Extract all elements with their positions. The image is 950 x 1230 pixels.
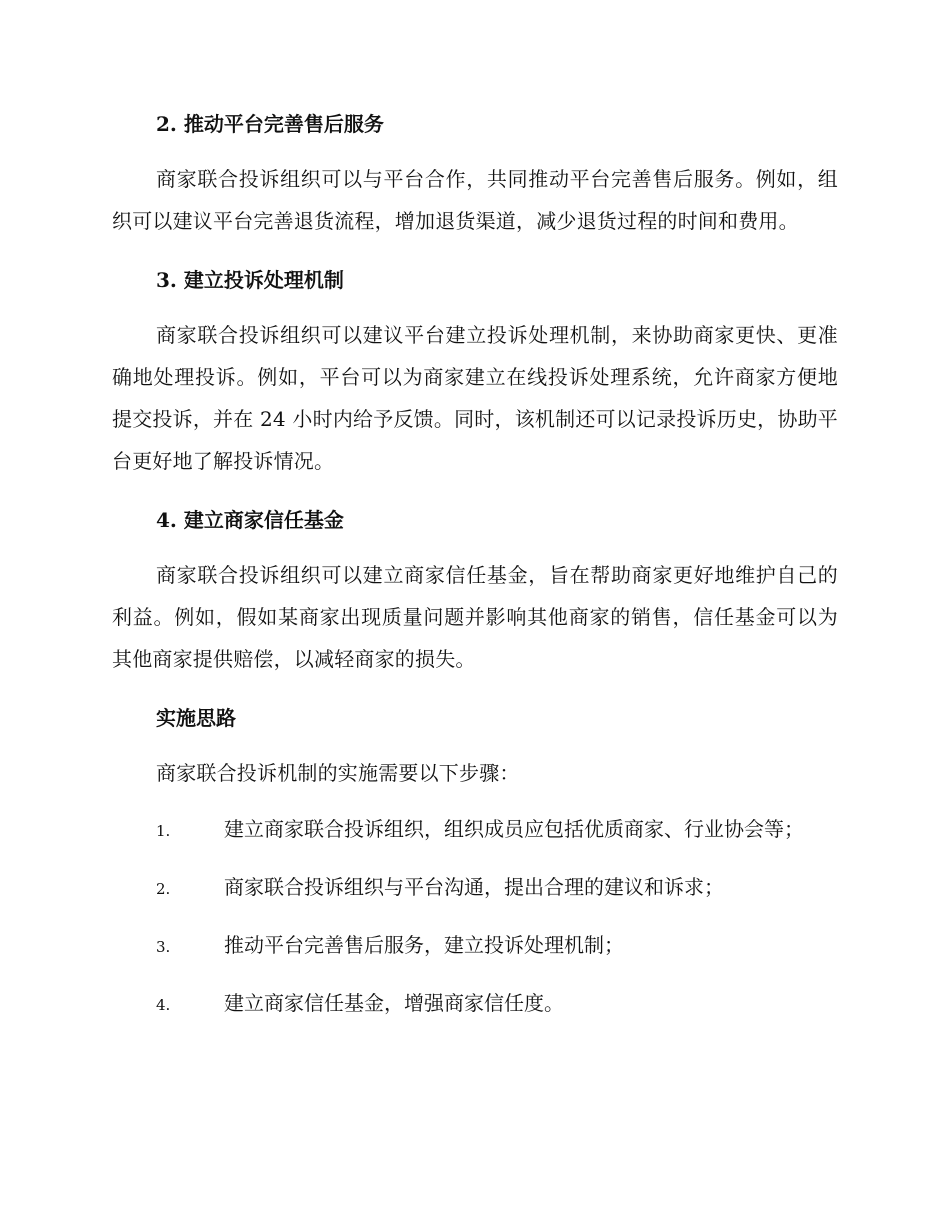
section-paragraph: 商家联合投诉组织可以建议平台建立投诉处理机制，来协助商家更快、更准确地处理投诉。例如，平台可以为商家建立在线投诉处理系统，允许商家方便地提交投诉，并在 24 小时内给予反馈。同时，该机制还可以记录投诉历史，协助平台更好地了解投诉情况。 (112, 323, 838, 473)
list-item-text: 建立商家联合投诉组织，组织成员应包括优质商家、行业协会等； (224, 817, 804, 841)
list-item-number: 2. (156, 880, 171, 898)
implementation-steps (112, 808, 838, 1026)
list-item (112, 808, 838, 852)
list-item-text: 建立商家信任基金，增强商家信任度。 (224, 991, 564, 1015)
list-item (112, 982, 838, 1026)
implementation-intro: 商家联合投诉机制的实施需要以下步骤： (156, 761, 520, 785)
implementation-heading: 实施思路 (156, 706, 236, 730)
list-item-number: 1. (156, 822, 171, 840)
list-item-text: 商家联合投诉组织与平台沟通，提出合理的建议和诉求； (224, 875, 724, 899)
section-paragraph: 商家联合投诉组织可以建立商家信任基金，旨在帮助商家更好地维护自己的利益。例如，假如某商家出现质量问题并影响其他商家的销售，信任基金可以为其他商家提供赔偿，以减轻商家的损失。 (112, 563, 838, 671)
section-paragraph: 商家联合投诉组织可以与平台合作，共同推动平台完善售后服务。例如，组织可以建议平台完善退货流程，增加退货渠道，减少退货过程的时间和费用。 (112, 167, 838, 233)
list-item (112, 924, 838, 968)
list-item-number: 4. (156, 996, 171, 1014)
list-item-text: 推动平台完善售后服务，建立投诉处理机制； (224, 933, 624, 957)
list-item (112, 866, 838, 910)
section-heading: 2. 推动平台完善售后服务 (156, 112, 384, 136)
section-heading: 3. 建立投诉处理机制 (156, 268, 344, 292)
section-heading: 4. 建立商家信任基金 (156, 508, 344, 532)
list-item-number: 3. (156, 938, 171, 956)
